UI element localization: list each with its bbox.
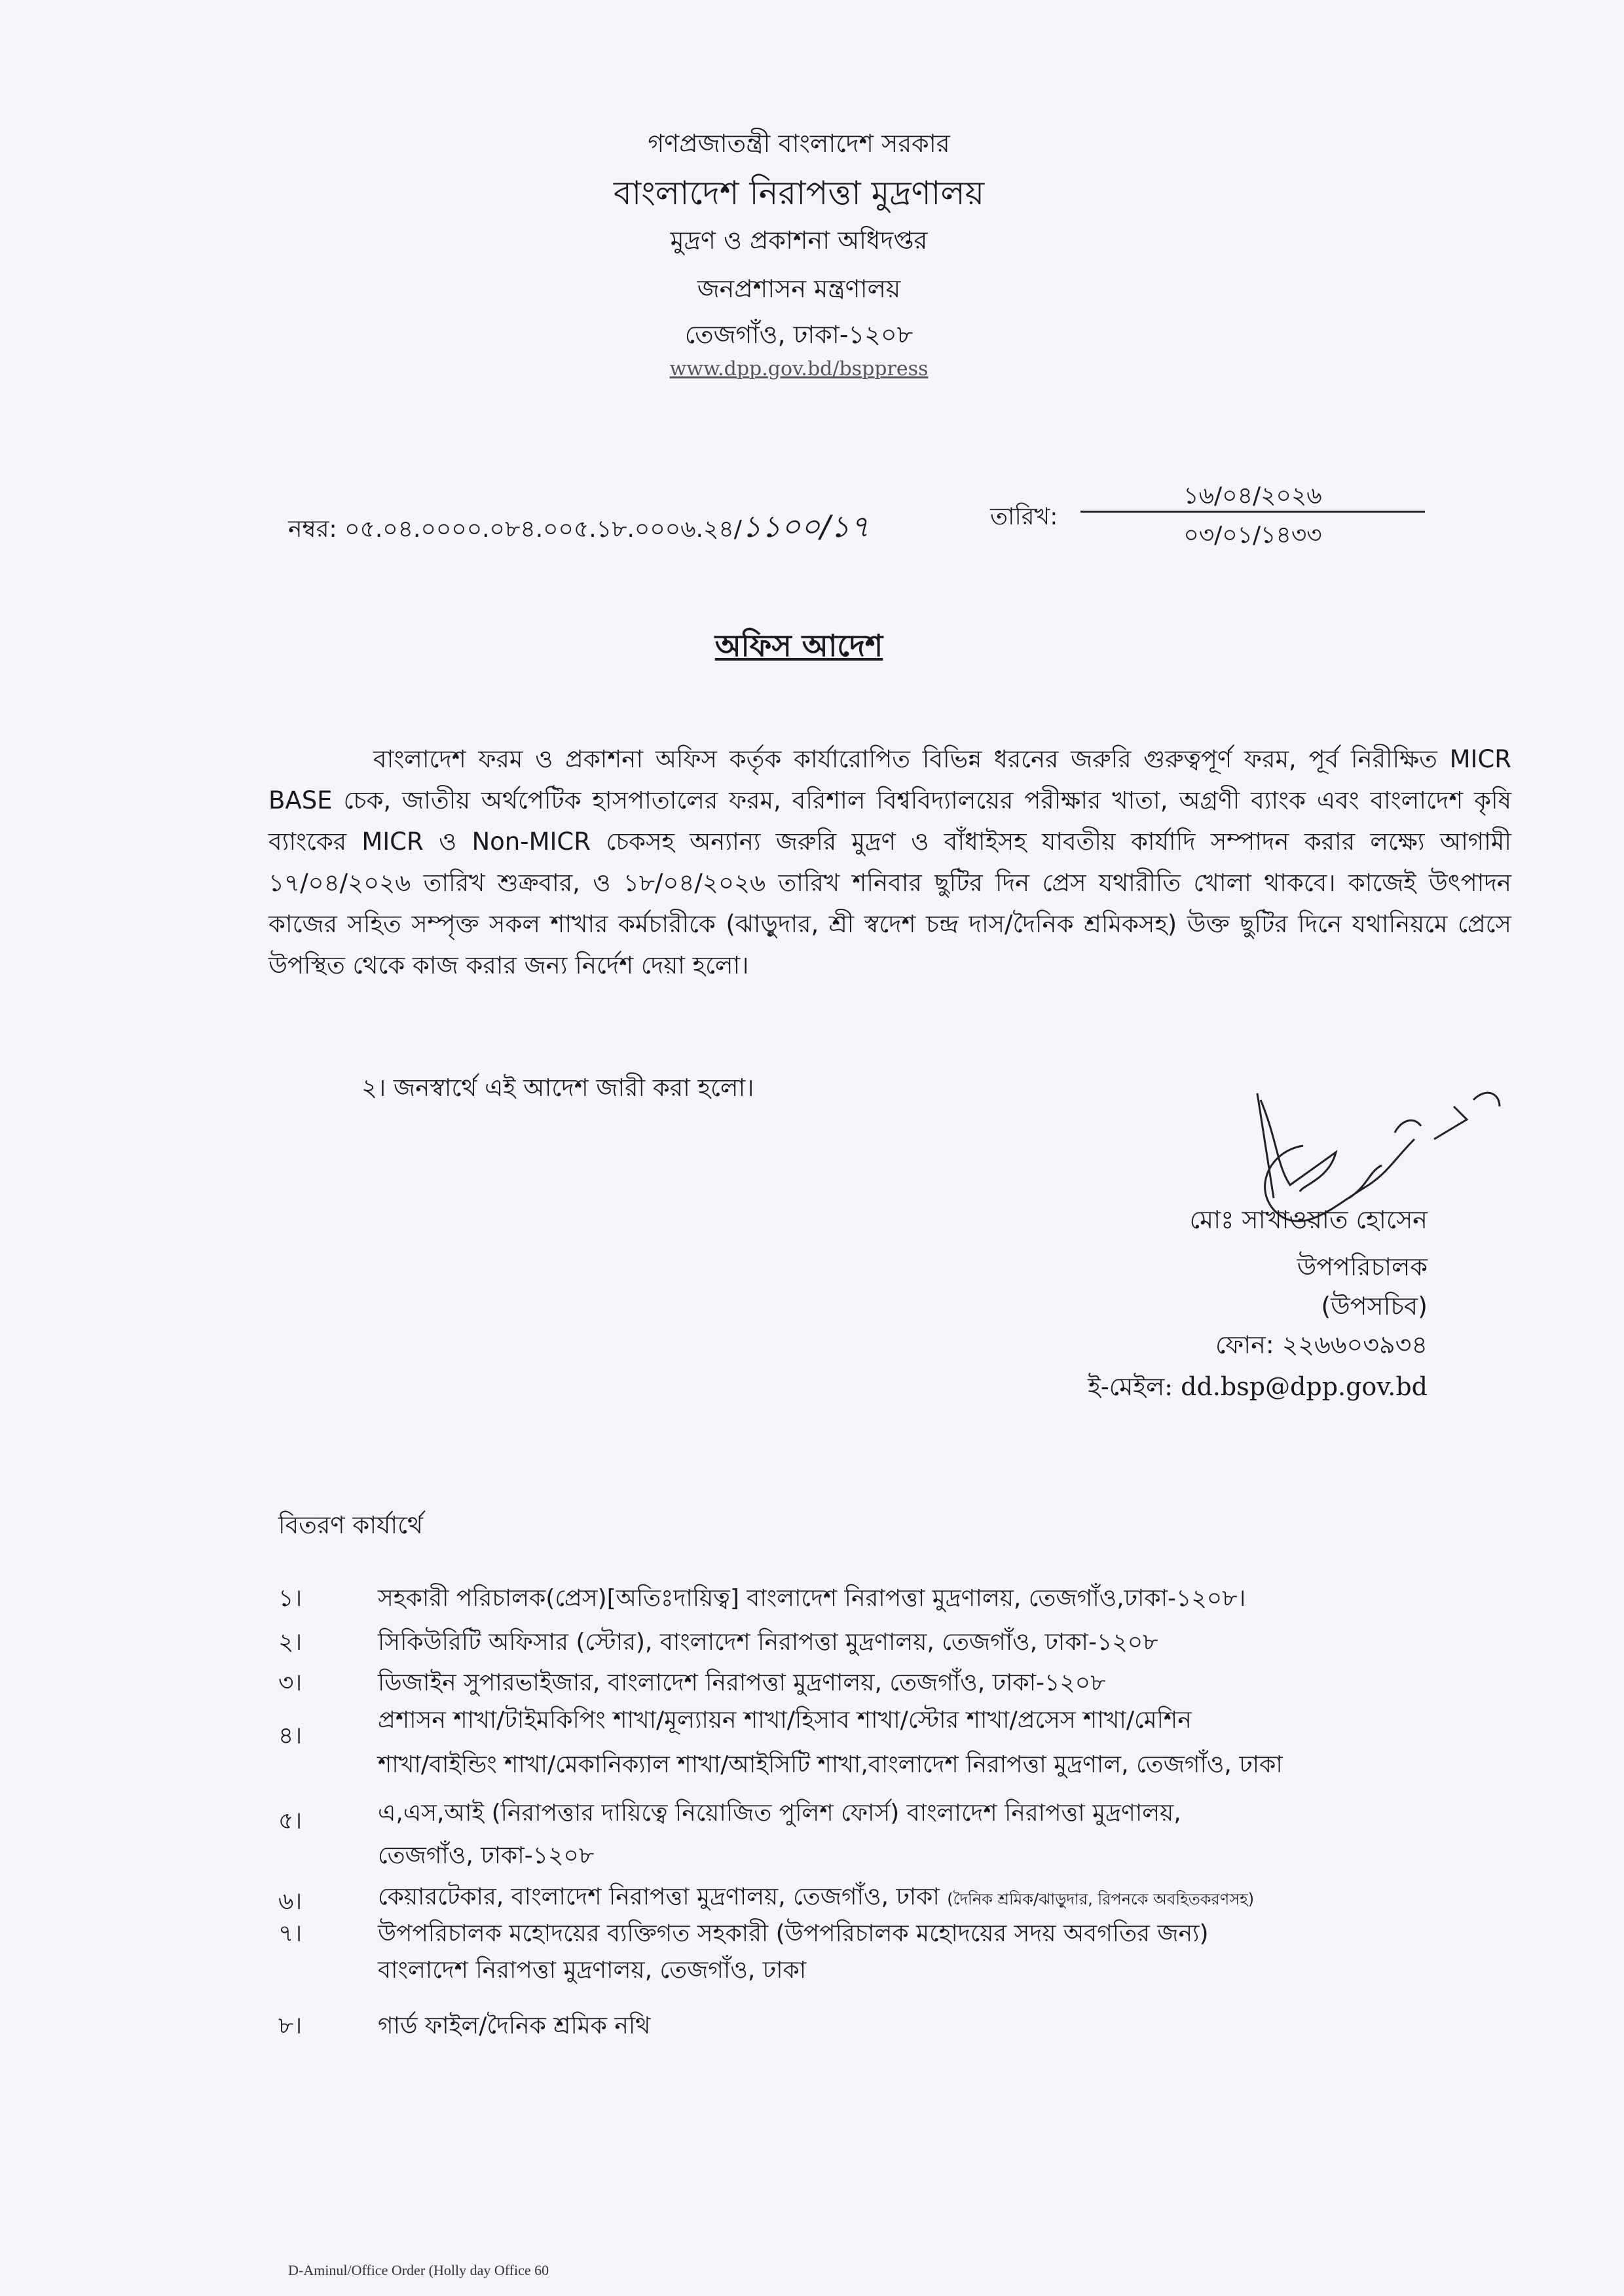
list-item: সহকারী পরিচালক(প্রেস)[অতিঃদায়িত্ব] বাংলাদেশ নিরাপত্তা মুদ্রণালয়, তেজগাঁও,ঢাকা-১২০৮। bbox=[378, 1585, 1246, 1612]
file-path-footer: D-Aminul/Office Order (Holly day Office 60 bbox=[288, 2262, 549, 2278]
list-item-number: ৪। bbox=[278, 1722, 303, 1749]
signatory-phone: ফোন: ২২৬৬০৩৯৩৪ bbox=[1215, 1330, 1428, 1359]
list-item: সিকিউরিটি অফিসার (স্টোর), বাংলাদেশ নিরাপত্তা মুদ্রণালয়, তেজগাঁও, ঢাকা-১২০৮ bbox=[378, 1629, 1158, 1656]
list-item: উপপরিচালক মহোদয়ের ব্যক্তিগত সহকারী (উপপরিচালক মহোদয়ের সদয় অবগতির জন্য) bbox=[378, 1920, 1209, 1947]
list-item-number: ৬। bbox=[278, 1888, 303, 1915]
date-gregorian: ১৬/০৪/২০২৬ bbox=[1183, 483, 1322, 509]
list-item bbox=[378, 1879, 1254, 1918]
list-item-continuation: শাখা/বাইন্ডিং শাখা/মেকানিক্যাল শাখা/আইসিটি শাখা,বাংলাদেশ নিরাপত্তা মুদ্রণাল, তেজগাঁও, ঢাকা bbox=[378, 1751, 1283, 1778]
list-item-continuation: বাংলাদেশ নিরাপত্তা মুদ্রণালয়, তেজগাঁও, ঢাকা bbox=[378, 1957, 807, 1984]
org-name: বাংলাদেশ নিরাপত্তা মুদ্রণালয় bbox=[613, 174, 985, 212]
distribution-heading: বিতরণ কার্যার্থে bbox=[278, 1511, 423, 1539]
document-title: অফিস আদেশ bbox=[714, 628, 883, 663]
list-item: এ,এস,আই (নিরাপত্তার দায়িত্বে নিয়োজিত পুলিশ ফোর্স) বাংলাদেশ নিরাপত্তা মুদ্রণালয়, bbox=[378, 1800, 1181, 1827]
date-divider bbox=[1080, 511, 1425, 513]
list-item: ডিজাইন সুপারভাইজার, বাংলাদেশ নিরাপত্তা মুদ্রণালয়, তেজগাঁও, ঢাকা-১২০৮ bbox=[378, 1669, 1106, 1696]
list-item-note: (দৈনিক শ্রমিক/ঝাড়ুদার, রিপনকে অবহিতকরণসহ) bbox=[947, 1890, 1255, 1908]
signatory-name: মোঃ সাখাওয়াত হোসেন bbox=[1189, 1205, 1428, 1234]
date-bangla: ০৩/০১/১৪৩৩ bbox=[1183, 522, 1322, 549]
list-item-number: ৩। bbox=[278, 1669, 303, 1696]
date-label: তারিখ: bbox=[990, 503, 1058, 530]
order-paragraph-2: ২। জনস্বার্থে এই আদেশ জারী করা হলো। bbox=[361, 1074, 754, 1102]
ministry-name: জনপ্রশাসন মন্ত্রণালয় bbox=[697, 274, 901, 303]
reference-number-printed: নম্বর: ০৫.০৪.০০০০.০৮৪.০০৫.১৮.০০০৬.২৪/ bbox=[288, 516, 742, 543]
list-item-continuation: তেজগাঁও, ঢাকা-১২০৮ bbox=[378, 1842, 595, 1869]
list-item-number: ২। bbox=[278, 1629, 303, 1656]
list-item-number: ১। bbox=[278, 1585, 303, 1612]
govt-heading: গণপ্রজাতন্ত্রী বাংলাদেশ সরকার bbox=[648, 129, 950, 158]
list-item: গার্ড ফাইল/দৈনিক শ্রমিক নথি bbox=[378, 2013, 651, 2039]
order-paragraph: বাংলাদেশ ফরম ও প্রকাশনা অফিস কর্তৃক কার্যারোপিত বিভিন্ন ধরনের জরুরি গুরুত্বপূর্ণ ফরম, পূর্ব নিরীক্ষিত MICR BASE চেক, জাতীয় অর্থপেটিক হাসপাতালের ফরম, বরিশাল বিশ্ববিদ্যালয়ের পরীক্ষার খাতা, অগ্রণী ব্যাংক এবং বাংলাদেশ কৃষি ব্যাংকের MICR ও Non-MICR চেকসহ অন্যান্য জরুরি মুদ্রণ ও বাঁধাইসহ যাবতীয় কার্যাদি সম্পাদন করার লক্ষ্যে আগামী ১৭/০৪/২০২৬ তারিখ শুক্রবার, ও ১৮/০৪/২০২৬ তারিখ শনিবার ছুটির দিন প্রেস যথারীতি খোলা থাকবে। কাজেই উৎপাদন কাজের সহিত সম্পৃক্ত সকল শাখার কর্মচারীকে (ঝাড়ুদার, শ্রী স্বদেশ চন্দ্র দাস/দৈনিক শ্রমিকসহ) উক্ত ছুটির দিনে যথানিয়মে প্রেসে উপস্থিত থেকে কাজ করার জন্য নির্দেশ দেয়া হলো। bbox=[268, 745, 1511, 979]
website-link[interactable]: www.dpp.gov.bd/bsppress bbox=[669, 357, 929, 380]
signatory-rank: (উপসচিব) bbox=[1321, 1292, 1428, 1321]
list-item-number: ৫। bbox=[278, 1808, 303, 1834]
list-item-text: কেয়ারটেকার, বাংলাদেশ নিরাপত্তা মুদ্রণালয়, তেজগাঁও, ঢাকা bbox=[378, 1884, 940, 1910]
list-item: প্রশাসন শাখা/টাইমকিপিং শাখা/মূল্যায়ন শাখা/হিসাব শাখা/স্টোর শাখা/প্রসেস শাখা/মেশিন bbox=[378, 1707, 1192, 1734]
address: তেজগাঁও, ঢাকা-১২০৮ bbox=[684, 320, 913, 349]
reference-number-handwritten: ১১০০/১৭ bbox=[741, 509, 870, 544]
signatory-email[interactable]: ই-মেইল: dd.bsp@dpp.gov.bd bbox=[1088, 1372, 1428, 1401]
reference-number bbox=[288, 504, 870, 554]
list-item-number: ৭। bbox=[278, 1920, 303, 1947]
department-name: মুদ্রণ ও প্রকাশনা অধিদপ্তর bbox=[670, 226, 928, 255]
signatory-designation: উপপরিচালক bbox=[1297, 1252, 1428, 1281]
list-item-number: ৮। bbox=[278, 2013, 303, 2039]
